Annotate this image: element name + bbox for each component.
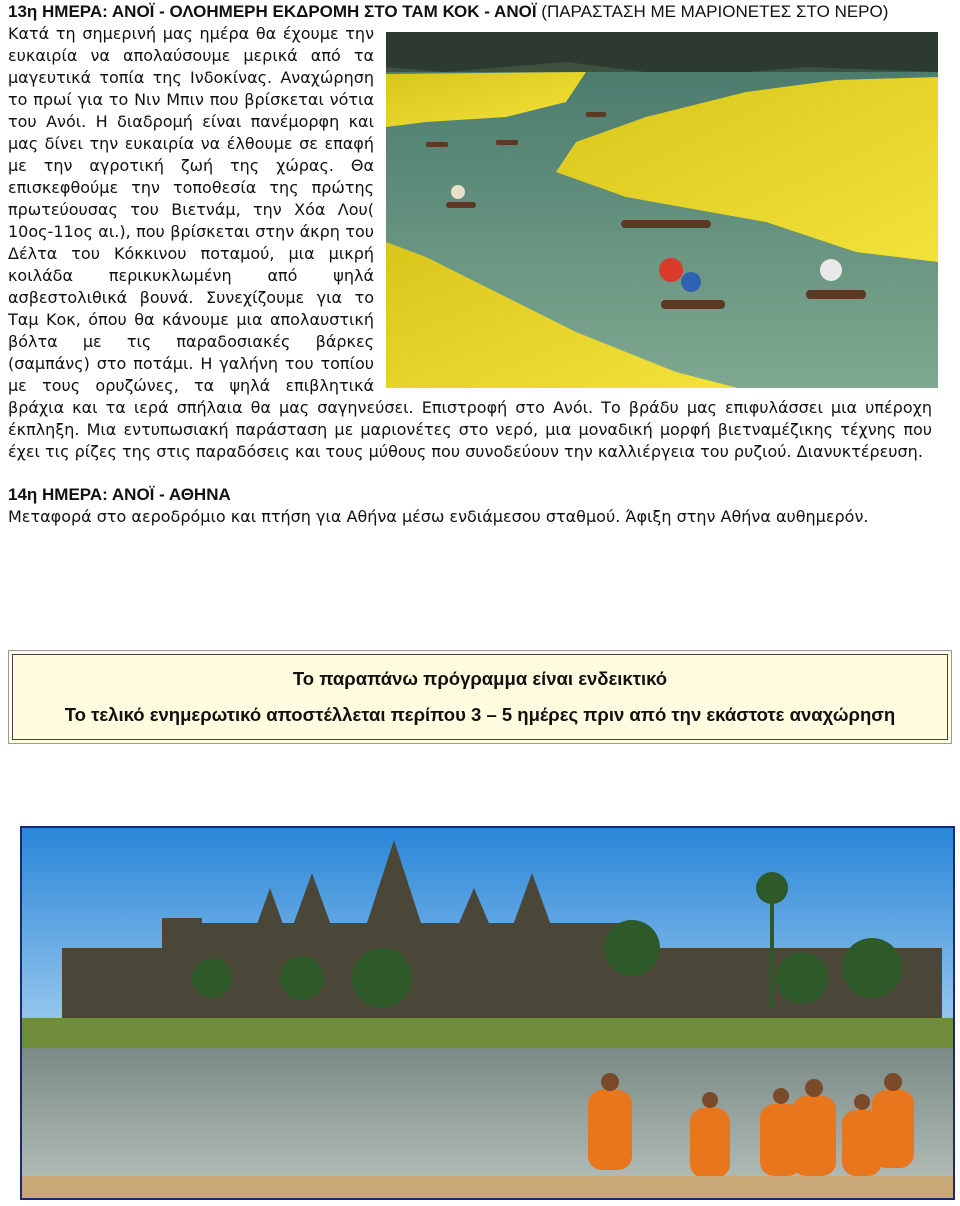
tam-coc-illustration <box>386 32 938 388</box>
day13-title-paren: (ΠΑΡΑΣΤΑΣΗ ΜΕ ΜΑΡΙΟΝΕΤΕΣ ΣΤΟ ΝΕΡΟ) <box>541 2 889 21</box>
day13-title <box>8 0 932 23</box>
day13-description: Κατά τη σημερινή μας ημέρα θα έχουμε την ευκαιρία να απολαύσουμε μερικά από τα μαγευτικά τοπία της Ινδοκίνας. Αναχώρηση το πρωί για το Νιν Μπιν που βρίσκεται νότια του Ανόι. Η διαδρομή είναι πανέμορφη και μας δίνει την ευκαιρία να έλθουμε σε επαφή με την αγροτική ζωή της χώρας. Θα επισκεφθούμε την τοποθεσία της πρώτης πρωτεύουσας του Βιετνάμ, την Χόα Λου( 10ος-11ος αι.), που βρίσκεται στην άκρη του Δέλτα του Κόκκινου ποταμού, μια μικρή κοιλάδα περικυκλωμένη από ψηλά ασβεστολιθικά βουνά. Συνεχίζουμε για το Ταμ Κοκ, όπου θα κάνουμε μια απολαυστική βόλτα με τις παραδοσιακές βάρκες (σαμπάνς) στο ποτάμι. Η γαλήνη του τοπίου με τους ορυζώνες, τα ψηλά επιβλητικά βράχια και τα ιερά σπήλαια θα μας σαγηνεύσει. Επιστροφή στο Ανόι. Το βράδυ μας επιφυλάσσει μια υπέροχη έκπληξη. Μια εντυπωσιακή παράσταση με μαριονέτες στο νερό, μια μοναδική μορφή βιετναμέζικης τέχνης που έχει τις ρίζες της στις παραδόσεις και τους μύθους που συνοδεύουν την καλλιέργεια του ρυζιού. Διανυκτέρευση. <box>8 24 932 461</box>
program-notice-box <box>8 650 952 744</box>
day14-description: Μεταφορά στο αεροδρόμιο και πτήση για Αθήνα μέσω ενδιάμεσου σταθμού. Άφιξη στην Αθήνα αυθημερόν. <box>8 507 869 526</box>
day13-title-main: 13η ΗΜΕΡΑ: ΑΝΟΪ - ΟΛΟΗΜΕΡΗ ΕΚΔΡΟΜΗ ΣΤΟ ΤΑΜ ΚΟΚ - ΑΝΟΪ <box>8 2 537 21</box>
itinerary-page <box>8 0 932 528</box>
day13-section <box>8 23 932 463</box>
program-notice-frame <box>12 654 948 740</box>
angkor-wat-monks-photo <box>20 826 955 1200</box>
angkor-illustration <box>22 828 953 1198</box>
notice-indicative-line: Το παραπάνω πρόγραμμα είναι ενδεικτικό <box>292 668 668 689</box>
tam-coc-rice-field-photo <box>386 32 938 388</box>
notice-final-info-line: Το τελικό ενημερωτικό αποστέλλεται περίπου 3 – 5 ημέρες πριν από την εκάστοτε αναχώρηση <box>64 704 896 725</box>
day14-title: 14η ΗΜΕΡΑ: ΑΝΟΪ - ΑΘΗΝΑ <box>8 485 231 504</box>
